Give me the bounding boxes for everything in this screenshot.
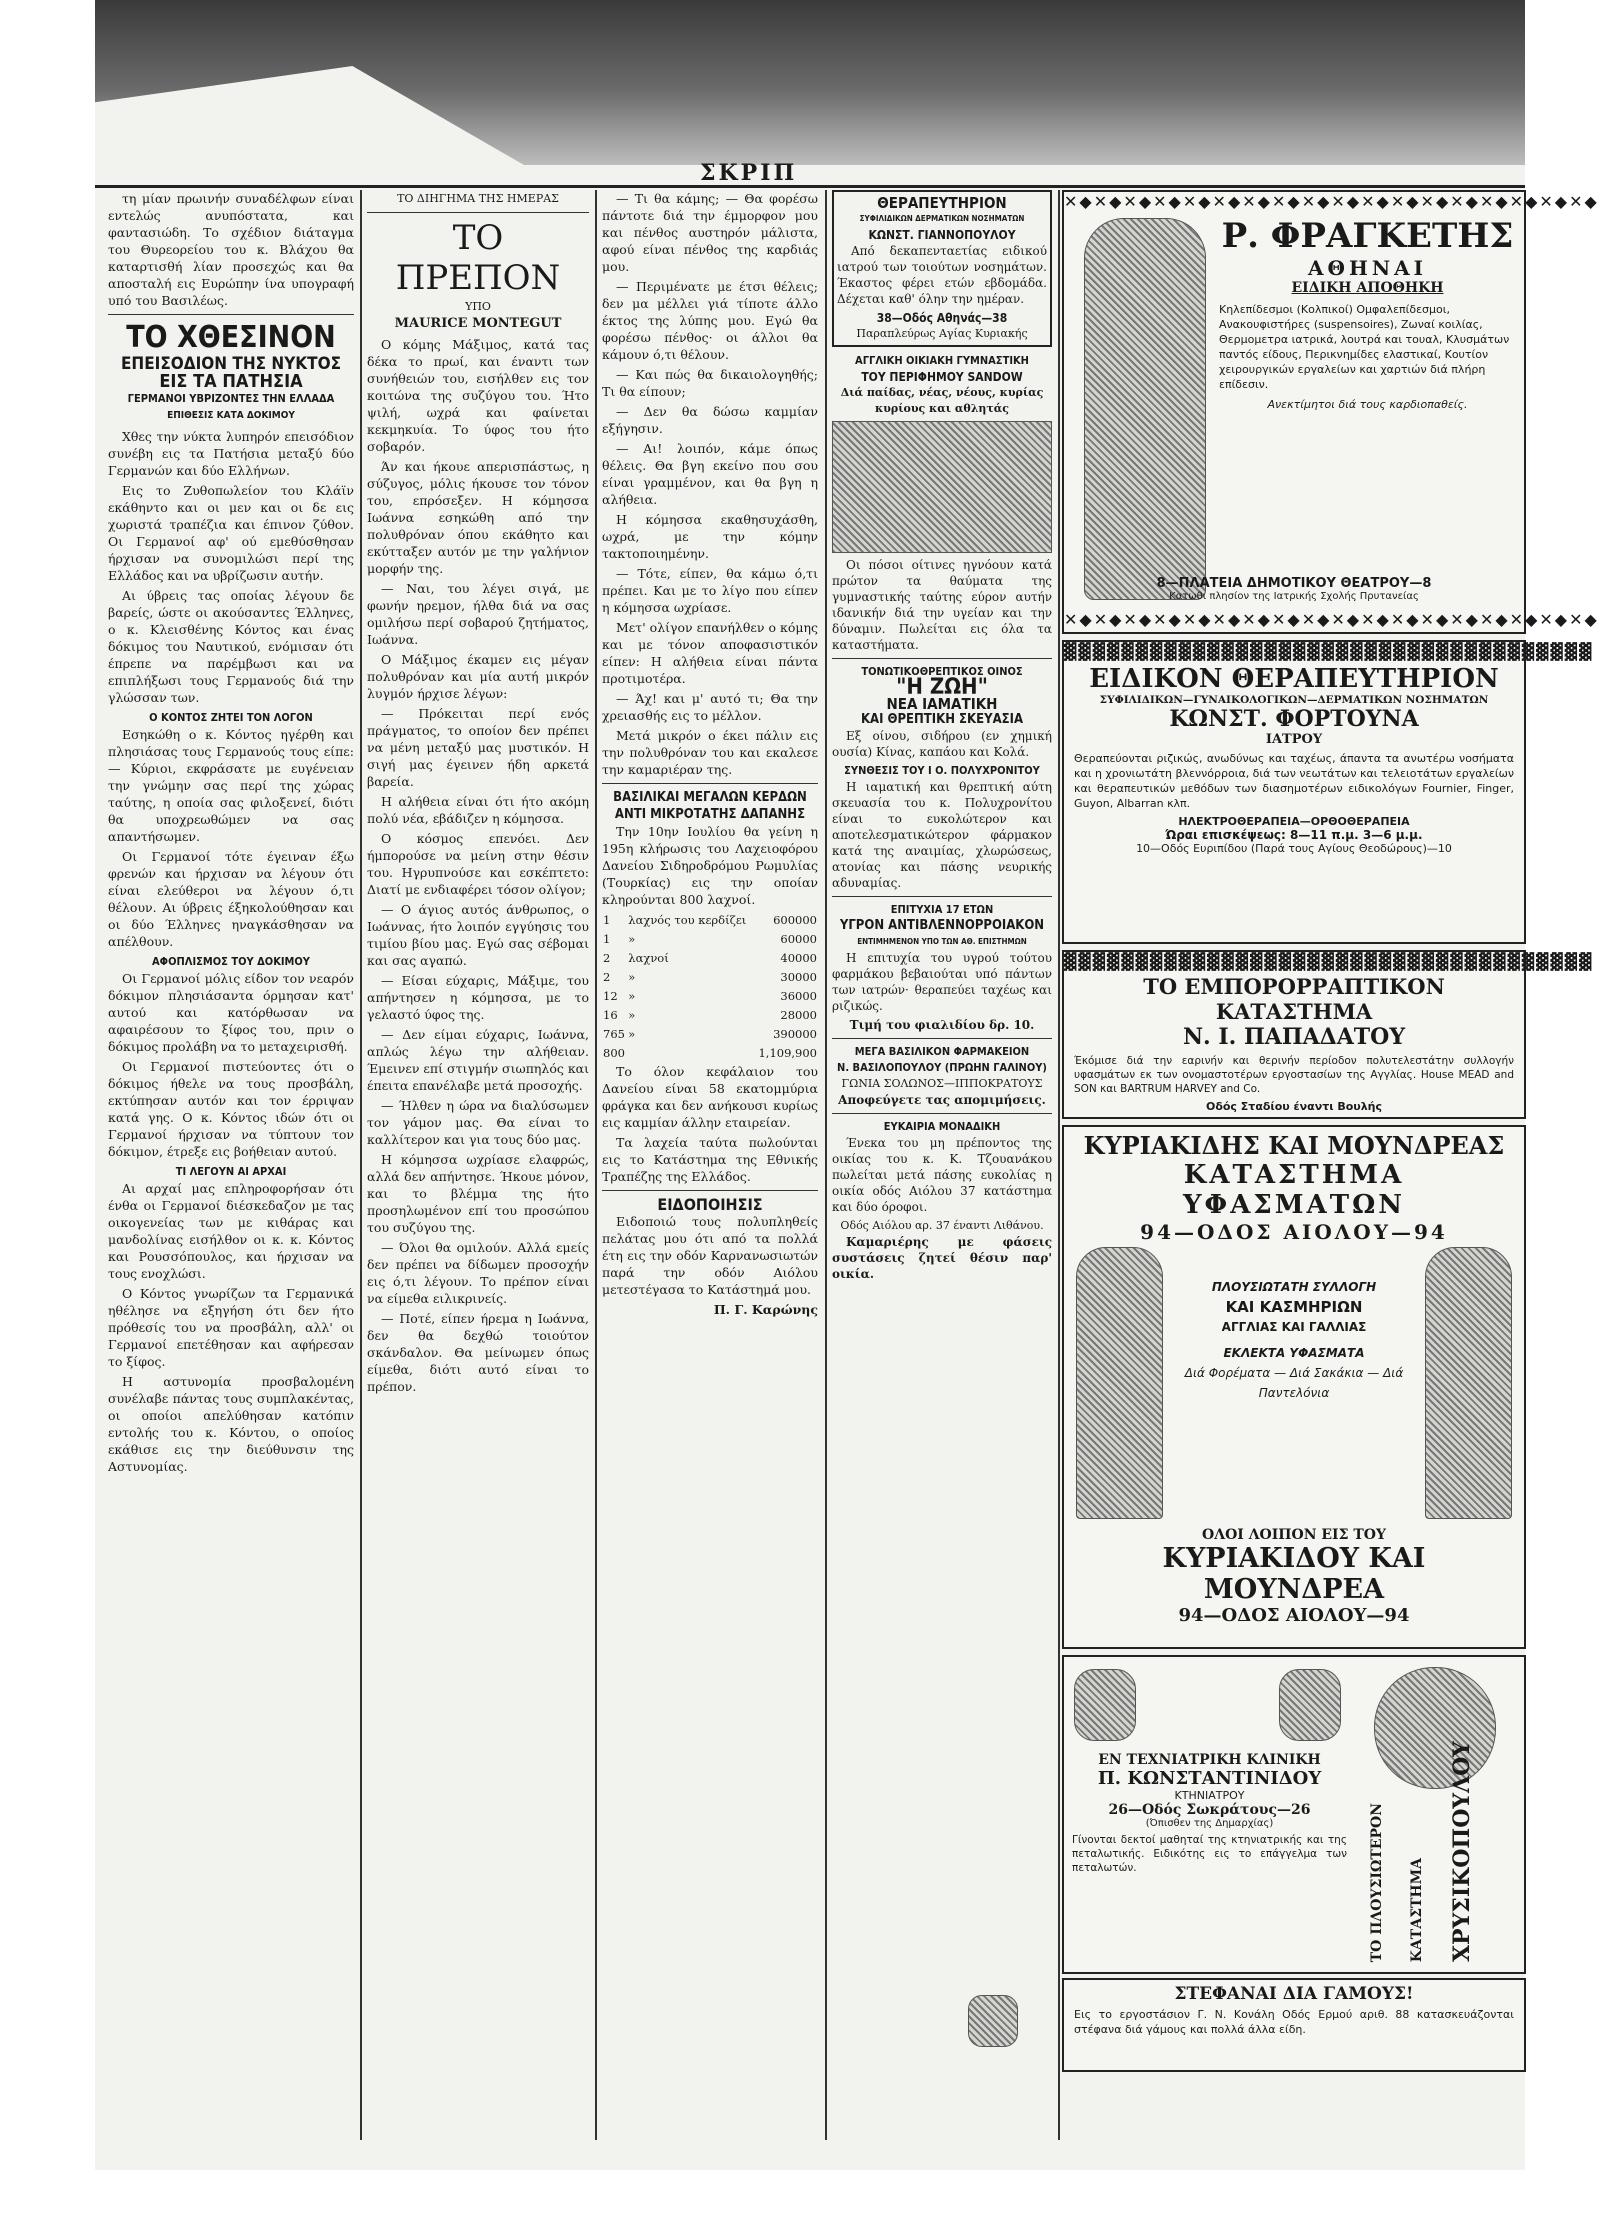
- ornament-border: ▓▓▓▓▓▓▓▓▓▓▓▓▓▓▓▓▓▓▓▓▓▓▓▓▓▓▓▓▓▓▓▓▓▓▓▓▓: [1064, 642, 1594, 661]
- ad-address-note: Κατωθι πλησίον της Ιατρικής Σχολής Πρυτανείας: [1169, 591, 1419, 602]
- lottery-amount: 60000: [780, 932, 817, 946]
- ad-address: 10—Οδός Ευριπίδου (Παρά τους Αγίους Θεοδώρους)—10: [1136, 842, 1452, 855]
- ad-city: ΑΘΗΝΑΙ: [1308, 256, 1427, 280]
- byline-prefix: ΥΠΟ: [465, 300, 491, 313]
- ad-title: ΚΥΡΙΑΚΙΔΗΣ ΚΑΙ ΜΟΥΝΔΡΕΑΣ: [1083, 1131, 1505, 1160]
- ad-text: Κηλεπίδεσμοι (Κολπικοί) Ομφαλεπίδεσμοι, Ανακουφιστήρες (suspensoires), Ζωναί κοιλίας, Θερμομετρα ιατρικά, λουτρά και τουαλ, Κλυσμάτων παντός είδους, Περικνημίδες ελαστικαί, Κουτίον χειρουργικών εργαλείων και χαρτιών διά πλήρη επίδεσιν.: [1219, 303, 1510, 391]
- section-heading: ΤΙ ΛΕΓΟΥΝ ΑΙ ΑΡΧΑΙ: [175, 1165, 287, 1178]
- ad-title: Ρ. ΦΡΑΓΚΕΤΗΣ: [1221, 216, 1514, 256]
- ad-text: Καμαριέρης με φάσεις συστάσεις ζητεί θέσιν παρ' οικία.: [832, 1235, 1052, 1281]
- ad-address: ΓΩΝΙΑ ΣΟΛΩΝΟΣ—ΙΠΠΟΚΡΑΤΟΥΣ: [841, 1077, 1043, 1090]
- ad-title: ΕΥΚΑΙΡΙΑ ΜΟΝΑΔΙΚΗ: [883, 1120, 1001, 1133]
- lottery-count: 765: [603, 1027, 625, 1041]
- ad-title: ΜΕΓΑ ΒΑΣΙΛΙΚΟΝ ΦΑΡΜΑΚΕΙΟΝ: [854, 1045, 1030, 1058]
- ad-text: Εις το εργοστάσιον Γ. Ν. Κονάλη Οδός Ερμού αριθ. 88 κατασκευάζονται στέφανα διά γάμους και πολλά άλλα είδη.: [1074, 2008, 1514, 2036]
- ad-line: ΕΚΛΕΚΤΑ ΥΦΑΣΜΑΤΑ: [1223, 1346, 1365, 1360]
- lottery-amount: 600000: [773, 913, 817, 927]
- ad-clinic: [832, 190, 1052, 347]
- subheadline: ΕΠΙΘΕΣΙΣ ΚΑΤΑ ΔΟΚΙΜΟΥ: [167, 410, 295, 421]
- horse-icon: [1074, 1669, 1136, 1741]
- lottery-count: 2: [603, 951, 611, 965]
- paragraph: — Περιμένατε με έτσι θέλεις; δεν μα μέλλει γιά τίποτε άλλο έκτος της λύπης μου. Εγώ θα φορέσω πένθος· οι άλλοι θα κάμουν ό,τι θέλουν.: [602, 279, 818, 362]
- paragraph: Μετά μικρόν ο έκει πάλιν εις την πολυθρόναν του και εκαλεσε την καμαριέραν της.: [602, 728, 818, 777]
- ad-name: ΚΩΝΣΤ. ΦΟΡΤΟΥΝΑ: [1169, 706, 1419, 732]
- ad-hours: Ώραι επισκέψεως: 8—11 π.μ. 3—6 μ.μ.: [1165, 828, 1423, 842]
- paragraph: Εις το Ζυθοπωλείον του Κλάϊν εκάθηντο και οι μεν και οι δε εις χωριστά τραπέζια και έπινον ζύθον. Οι Γερμανοί αφ' ού εμεθύσθησαν ήρχισαν να συνομιλώσι περί της Ελλάδος και να υβρίζωσιν αυτήν.: [108, 483, 354, 583]
- lottery-amount: 30000: [780, 970, 817, 984]
- ad-papadatou: [1062, 950, 1594, 1119]
- figure-illustration: [1084, 218, 1206, 600]
- ad-line: ΚΑΙ ΚΑΣΜΗΡΙΩΝ: [1225, 1298, 1363, 1316]
- lottery-row: [602, 949, 818, 968]
- ad-address: 26—Οδός Σωκράτους—26: [1108, 1802, 1311, 1818]
- ad-subtitle: ΚΑΙ ΘΡΕΠΤΙΚΗ ΣΚΕΥΑΣΙΑ: [860, 712, 1024, 727]
- paragraph: — Δεν θα δώσω καμμίαν εξήγησιν.: [602, 404, 818, 436]
- column-story: [367, 190, 589, 2130]
- paragraph: Ο κόμης Μάξιμος, κατά τας δέκα το πρωί, και έναντι των συνήθειών του, εισήλθεν εις τον κοιτώνα της συζύγου του. Ήτο ψιλή, ωχρά και φαίνεται κεκμηκυία. Το ύφος του ήτο σοβαρόν.: [367, 337, 589, 454]
- ad-address: Οδός Σταδίου έναντι Βουλής: [1205, 1100, 1383, 1113]
- paragraph: Οι Γερμανοί πιστεύοντες ότι ο δόκιμος ήθελε να τους προσβάλη, εκτύπησαν αυτόν και τον έρριψαν κατά γης. Ο κ. Κόντος ιδών ότι οι Γερμανοί ήρχισαν να τύπτουν τον δόκιμον, έτρεξε εις βοήθειαν αυτού.: [108, 1059, 354, 1159]
- ad-subtitle: ΣΥΦΙΛΙΔΙΚΩΝ—ΓΥΝΑΙΚΟΛΟΓΙΚΩΝ—ΔΕΡΜΑΤΙΚΩΝ ΝΟΣΗΜΑΤΩΝ: [1099, 694, 1489, 706]
- ad-text: Θεραπεύονται ριζικώς, ανωδύνως και ταχέως, άπαντα τα ανωτέρω νοσήματα και η χρονιωτάτη βλεννόρροια, διά των νεωτάτων και τελειοτάτων εργαλείων και θεραπευτικών μεθόδων των διασημοτέρων ειδικολόγων Fournier, Finger, Guyon, Albarran κλπ.: [1074, 752, 1515, 810]
- ad-footer: ΟΛΟΙ ΛΟΙΠΟΝ ΕΙΣ ΤΟΥ: [1202, 1527, 1386, 1543]
- header-rule: [95, 185, 1525, 188]
- ad-note: Αποφεύγετε τας απομιμήσεις.: [838, 1093, 1046, 1107]
- ad-address: 94—ΟΔΟΣ ΑΙΟΛΟΥ—94: [1140, 1220, 1448, 1244]
- paragraph: — Είσαι εύχαρις, Μάξιμε, του απήντησεν η κόμησσα, με το γελαστό ύφος της.: [367, 973, 589, 1022]
- lottery-row: [602, 987, 818, 1006]
- ad-title: ΕΝ ΤΕΧΝΙΑΤΡΙΚΗ ΚΛΙΝΙΚΗ: [1098, 1752, 1321, 1768]
- paragraph: Η κόμησσα ωχρίασε ελαφρώς, αλλά δεν απήντησε. Ήκουε μόνον, και το βλέμμα της ήτο προσηλωμένον επί του προσώπου του συζύγου της.: [367, 1152, 589, 1235]
- paragraph: — Ο άγιος αυτός άνθρωπος, ο Ιωάννας, ήτο λοιπόν εγγύησις του τιμίου βίου μας. Εγώ σας σέβομαι και σας αγαπώ.: [367, 902, 589, 968]
- paragraph: Ειδοποιώ τους πολυπληθείς πελάτας μου ότι από τα πολλά έτη εις την οδόν Καρνανωσιωτών παρά την οδόν Αιόλου μετεστέγασα το Κατάστημά μου.: [602, 1214, 818, 1297]
- paragraph: — Δεν είμαι εύχαρις, Ιωάννα, απλώς λέγω την αλήθειαν. Έμεινεν επί στιγμήν σιωπηλός και έπειτα επανέλαβε μετά προσοχής.: [367, 1027, 589, 1093]
- section-heading: Ο ΚΟΝΤΟΣ ΖΗΤΕΙ ΤΟΝ ΛΟΓΟΝ: [149, 711, 313, 724]
- ad-footer-address: 94—ΟΔΟΣ ΑΙΟΛΟΥ—94: [1178, 1605, 1410, 1626]
- ad-text: Ένεκα του μη πρέποντος της οικίας του κ. Κ. Τζουανάκου πωλείται μετά πάσης ευκολίας η οικία οδός Αιόλου 37 κατάστημα και δύο όροφοι.: [832, 1136, 1052, 1214]
- subheadline: ΕΙΣ ΤΑ ΠΑΤΗΣΙΑ: [159, 371, 303, 392]
- paragraph: Οι Γερμανοί μόλις είδον τον νεαρόν δόκιμον πλησιάσαντα όρμησαν κατ' αυτού και κατόρθωσαν να αφαιρέσουν το ξίφος του, πριν ο δόκιμος προλάβη να το μεταχειρισθή.: [108, 971, 354, 1054]
- ad-heading: ΕΠΙΤΥΧΙΑ 17 ΕΤΩΝ: [890, 903, 994, 916]
- lottery-label: »: [628, 1027, 636, 1041]
- ad-price: Τιμή του φιαλιδίου δρ. 10.: [849, 1018, 1035, 1032]
- paragraph: Η αλήθεια είναι ότι ήτο ακόμη πολύ νέα, εβάδιζεν η κόμησσα.: [367, 794, 589, 826]
- trumpeter-illustration: [1374, 1667, 1496, 1789]
- lottery-count: 16: [603, 1008, 618, 1022]
- signature: Π. Γ. Καρώνης: [713, 1302, 818, 1317]
- ad-name: Ν. ΒΑΣΙΛΟΠΟΥΛΟΥ (ΠΡΩΗΝ ΓΑΛΙΝΟΥ): [837, 1061, 1047, 1074]
- ad-title: ΣΤΕΦΑΝΑΙ ΔΙΑ ΓΑΜΟΥΣ!: [1174, 1984, 1414, 2004]
- ad-name: Π. ΚΩΝΣΤΑΝΤΙΝΙΔΟΥ: [1097, 1768, 1322, 1789]
- ad-side-text: ΚΑΤΑΣΤΗΜΑ: [1409, 1857, 1425, 1962]
- lottery-label: λαχνοί: [628, 951, 669, 965]
- paragraph: — Ποτέ, είπεν ήρεμα η Ιωάννα, δεν θα δεχθώ τοιούτον σκάνδαλον. Θα μείνωμεν όπως είμεθα, διότι αυτό είναι το πρέπον.: [367, 1311, 589, 1394]
- ad-text: Από δεκαπενταετίας ειδικού ιατρού των τοιούτων νοσημάτων. Έκαστος φέρει ετών εβδομάδα. Δέχεται καθ' όλην την ημέραν.: [837, 244, 1047, 306]
- paragraph: Αι αρχαί μας επληροφορήσαν ότι ένθα οι Γερμανοί διέσκεδαζον με τας οικογενείας των με κιθάρας και μανδολίνας εισήλθον οι κ. κ. Κόντος και Ρουσσόπουλος, και ήρχισαν να τους ενοχλώσι.: [108, 1181, 354, 1281]
- ornament-border: ✕◆✕◆✕◆✕◆✕◆✕◆✕◆✕◆✕◆✕◆✕◆✕◆✕◆✕◆✕◆✕◆✕◆✕◆: [1064, 610, 1599, 629]
- ad-subtitle: ΣΥΦΙΛΙΔΙΚΩΝ ΔΕΡΜΑΤΙΚΩΝ ΝΟΣΗΜΑΤΩΝ: [859, 214, 1025, 223]
- column-news: [108, 190, 354, 2130]
- paragraph: Αι ύβρεις τας οποίας λέγουν δε βαρείς, ώστε οι ακούσαντες Έλληνες, ο κ. Κλεισθένης Κόντος και ένας δόκιμος του Ναυτικού, ενόμισαν ότι έπρεπε να παρέμβωσι και να επιπλήξωσι τους Γερμανούς διά την γλώσσαν των.: [108, 588, 354, 705]
- paragraph: — Τι θα κάμης; — Θα φορέσω πάντοτε διά την έμμορφον μου και πένθος αυστηρόν μάλιστα, αφού είναι πένθος της καρδιάς μου.: [602, 191, 818, 274]
- ad-subtitle: ΕΝΤΙΜΗΜΕΝΟΝ ΥΠΟ ΤΩΝ ΑΘ. ΕΠΙΣΤΗΜΩΝ: [857, 937, 1027, 946]
- ad-subtitle: ΕΙΔΙΚΗ ΑΠΟΘΗΚΗ: [1291, 280, 1444, 296]
- column-story-cont: [602, 190, 818, 2130]
- column-divider: [1058, 190, 1060, 2140]
- ad-side-text: ΤΟ ΠΛΟΥΣΙΩΤΕΡΟΝ: [1369, 1802, 1385, 1962]
- paragraph: — Ήλθεν η ώρα να διαλύσωμεν τον γάμον μας. Θα είναι το καλλίτερον και για τους δύο μας.: [367, 1098, 589, 1147]
- paragraph: Άν και ήκουε απερισπάστως, η σύζυγος, μόλις ήκουσε τον τόνον του, επρόσεξεν. Η κόμησσα Ιωάννα εσηκώθη από την πολυθρόναν όπου εκάθητο και εκύτταξεν αυτόν με την γαλήνιον μορφήν της.: [367, 459, 589, 576]
- paragraph: Ο Κόντος γνωρίζων τα Γερμανικά ηθέλησε να εξηγήση ότι δεν ήτο πρόθεσίς του να προσβάλη, αλλ' οι Γερμανοί επετέθησαν και αφήρεσαν το ξίφος.: [108, 1286, 354, 1369]
- dog-icon: [1279, 1669, 1341, 1741]
- paragraph: Το όλον κεφάλαιον του Δανείου είναι 58 εκατομμύρια φράγκα και δεν ανήκουσι κυρίως εις καμμίαν άλλην εταιρείαν.: [602, 1064, 818, 1130]
- lottery-label: »: [628, 989, 636, 1003]
- lottery-amount: 36000: [780, 989, 817, 1003]
- lottery-heading: ΒΑΣΙΛΙΚΑΙ ΜΕΓΑΛΩΝ ΚΕΡΔΩΝ: [613, 790, 807, 805]
- lottery-label: »: [628, 970, 636, 984]
- lottery-label: »: [628, 1008, 636, 1022]
- lottery-row: [602, 1044, 818, 1063]
- lottery-amount: 390000: [773, 1027, 817, 1041]
- ad-title: ΥΓΡΟΝ ΑΝΤΙΒΛΕΝΝΟΡΡΟΙΑΚΟΝ: [839, 918, 1045, 933]
- ad-footer-title: ΚΥΡΙΑΚΙΔΟΥ ΚΑΙ ΜΟΥΝΔΡΕΑ: [1162, 1543, 1426, 1605]
- paragraph: — Όλοι θα ομιλούν. Αλλά εμείς δεν πρέπει να δίδωμεν προσοχήν εις ό,τι λέγουν. Το πρέπον είναι να είμεθα ειλικρινείς.: [367, 1240, 589, 1306]
- masthead: ΣΚΡΙΠ: [700, 160, 798, 186]
- ad-address-note: (Όπισθεν της Δημαρχίας): [1145, 1818, 1274, 1829]
- paragraph: Την 10ην Ιουλίου θα γείνη η 195η κλήρωσις του Λαχειοφόρου Δανείου Σιδηροδρόμου Ρωμυλίας (Τουρκίας) εις την οποίαν κληρούνται 800 λαχνοί.: [602, 824, 818, 907]
- ad-subheading: ΣΥΝΘΕΣΙΣ ΤΟΥ Ι Ο. ΠΟΛΥΧΡΟΝΙΤΟΥ: [844, 764, 1040, 777]
- lottery-row: [602, 911, 818, 930]
- ad-role: ΙΑΤΡΟΥ: [1265, 732, 1323, 747]
- lottery-count: 2: [603, 970, 611, 984]
- ad-name: Ν. Ι. ΠΑΠΑΔΑΤΟΥ: [1182, 1024, 1406, 1050]
- ad-title: ΤΟ ΕΜΠΟΡΟΡΡΑΠΤΙΚΟΝ ΚΑΤΑΣΤΗΜΑ: [1143, 974, 1445, 1024]
- paragraph: Εσηκώθη ο κ. Κόντος ηγέρθη και πλησιάσας τους Γερμανούς τους είπε: — Κύριοι, εκφράσατε με ευγένειαν την γνώμην σας περί της χώρας ταύτης, η οποία σας φιλοξενεί, διότι θα υποχρεωθώμεν να σας απαντήσωμεν.: [108, 727, 354, 844]
- ad-text: Έκόμισε διά την εαρινήν και θερινήν περίοδον πολυτελεστάτην συλλογήν υφασμάτων εκ των ονομαστοτέρων εργοστασίων της Αγγλίας. House MEAD and SON και BARTRUM HARVEY and Co.: [1074, 1055, 1514, 1095]
- paragraph: — Αι! λοιπόν, κάμε όπως θέλεις. Θα βγη εκείνο που σου είναι γραμμένον, και θα βγη η αλήθεια.: [602, 441, 818, 507]
- paragraph: Η αστυνομία προσβαλομένη συνέλαβε πάντας τους συμπλακέντας, οι οποίοι απελύθησαν κατόπιν εντολής του κ. Κόντου, ο οποίος εκάθισε εις την διεύθυνσιν της Αστυνομίας.: [108, 1374, 354, 1474]
- paragraph: — Τότε, είπεν, θα κάμω ό,τι πρέπει. Και με το λίγο που είπεν η κόμησσα ωχρίασε.: [602, 566, 818, 615]
- paragraph: Ο Μάξιμος έκαμεν εις μέγαν πολυθρόναν και μία αυτή μικρόν λυγμόν ήρχισε λέγων:: [367, 652, 589, 701]
- ad-subtitle: Διά παίδας, νέας, νέους, κυρίας κυρίους και αθλητάς: [840, 386, 1044, 415]
- paragraph: Μετ' ολίγον επανήλθεν ο κόμης και με τόνον αποφασιστικόν είπεν: Η αλήθεια είναι πάντα προτιμοτέρα.: [602, 620, 818, 686]
- lottery-count: 12: [603, 989, 618, 1003]
- lottery-row: [602, 930, 818, 949]
- paragraph: — Ναι, του λέγει σιγά, με φωνήν ηρεμον, ήλθα διά να σας ομιλήσω περί σοβαρού ζητήματος, Ιωάννα.: [367, 581, 589, 647]
- section-heading: ΑΦΟΠΛΙΣΜΟΣ ΤΟΥ ΔΟΚΙΜΟΥ: [152, 955, 310, 968]
- subheadline: ΕΠΕΙΣΟΔΙΟΝ ΤΗΣ ΝΥΚΤΟΣ: [120, 354, 342, 374]
- man-illustration-left: [1076, 1247, 1163, 1519]
- ornament-border: ✕◆✕◆✕◆✕◆✕◆✕◆✕◆✕◆✕◆✕◆✕◆✕◆✕◆✕◆✕◆✕◆✕◆✕◆: [1064, 192, 1599, 211]
- lottery-amount: 40000: [780, 951, 817, 965]
- headline: ΤΟ ΧΘΕΣΙΝΟΝ: [126, 320, 336, 355]
- lottery-row: [602, 1006, 818, 1025]
- ad-line: ΠΛΟΥΣΙΩΤΑΤΗ ΣΥΛΛΟΓΗ: [1211, 1280, 1377, 1294]
- section-label: ΤΟ ΔΙΗΓΗΜΑ ΤΗΣ ΗΜΕΡΑΣ: [397, 192, 559, 205]
- ornament-border: ▓▓▓▓▓▓▓▓▓▓▓▓▓▓▓▓▓▓▓▓▓▓▓▓▓▓▓▓▓▓▓▓▓▓▓▓▓: [1064, 952, 1594, 971]
- subheadline: ΓΕΡΜΑΝΟΙ ΥΒΡΙΖΟΝΤΕΣ ΤΗΝ ΕΛΛΑΔΑ: [127, 392, 335, 405]
- lottery-count: 1: [603, 932, 611, 946]
- ad-address-note: Παραπλεύρως Αγίας Κυριακής: [856, 327, 1028, 340]
- ad-address: Οδός Αιόλου αρ. 37 έναντι Λιθάνου.: [840, 1219, 1044, 1232]
- column-divider: [825, 190, 827, 2140]
- paragraph: — Πρόκειται περί ενός πράγματος, το οποίον δεν πρέπει να μένη μεταξύ μας μυστικόν. Η σιγή μας έγεινεν ήδη αρκετά βαρεία.: [367, 706, 589, 789]
- ad-subtitle: ΚΑΤΑΣΤΗΜΑ ΥΦΑΣΜΑΤΩΝ: [1183, 1160, 1405, 1220]
- lottery-table: [602, 911, 818, 1063]
- ad-text: Οι πόσοι οίτινες ηγνόουν κατά πρώτον τα θαύματα της γυμναστικής ταύτης εύρον αυτήν ιδανικήν διά την υγείαν και την δύναμιν. Πωλείται εις όλα τα καταστήματα.: [832, 558, 1052, 652]
- ad-address: 38—Οδός Αθηνάς—38: [876, 311, 1008, 325]
- lottery-label: »: [628, 932, 636, 946]
- intro-paragraph: τη μίαν πρωινήν συναδέλφων είναι εντελώς ανυπόστατα, και φαντασιώδη. Το σχέδιον διάταγμα του Θυρεορείου του κ. Βλάχου θα καταρτισθή λίαν προσεχώς και θα αποσταλή εις Ευρώπην ίνα υπογραφή υπό του Βασιλέως.: [108, 191, 354, 308]
- ad-role: ΚΤΗΝΙΑΤΡΟΥ: [1174, 1789, 1245, 1802]
- ad-title: ΤΟΥ ΠΕΡΙΦΗΜΟΥ SANDOW: [861, 370, 1023, 384]
- ad-title: ΕΙΔΙΚΟΝ ΘΕΡΑΠΕΥΤΗΡΙΟΝ: [1089, 664, 1499, 694]
- paragraph: — Και πώς θα δικαιολογηθής; Τι θα είπουν;: [602, 367, 818, 399]
- ad-heading: ΤΟΝΩΤΙΚΟΘΡΕΠΤΙΚΟΣ ΟΙΝΟΣ: [861, 665, 1023, 678]
- paragraph: Χθες την νύκτα λυπηρόν επεισόδιον συνέβη εις τα Πατήσια μεταξύ δύο Γερμανών και δύο Ελλήνων.: [108, 429, 354, 478]
- man-illustration-right: [1425, 1247, 1512, 1519]
- ad-subtitle: ΝΕΑ ΙΑΜΑΤΙΚΗ: [886, 695, 998, 713]
- lottery-row: [602, 1025, 818, 1044]
- ad-line: Διά Φορέματα — Διά Σακάκια — Διά Παντελόνια: [1184, 1366, 1404, 1400]
- ad-fortouna: [1062, 640, 1594, 944]
- bull-icon: [968, 1995, 1018, 2047]
- ad-text: Η ιαματική και θρεπτική αύτη σκευασία του κ. Πολυχρονίτου είναι το ευκολώτερον και αποτελεσματικώτερον φάρμακον κατά της αναιμίας, χλωρώσεως, ατονίας και πάσης νευρικής αδυναμίας.: [832, 780, 1052, 890]
- lottery-row: [602, 968, 818, 987]
- ad-subheading: ΗΛΕΚΤΡΟΘΕΡΑΠΕΙΑ—ΟΡΘΟΘΕΡΑΠΕΙΑ: [1178, 815, 1410, 828]
- ad-line: ΑΓΓΛΙΑΣ ΚΑΙ ΓΑΛΛΙΑΣ: [1221, 1320, 1367, 1334]
- story-title: ΤΟ ΠΡΕΠΟΝ: [395, 218, 561, 298]
- paragraph: — Άχ! και μ' αυτό τι; Θα την χρειασθής εις το μέλλον.: [602, 691, 818, 723]
- lottery-amount: 28000: [780, 1008, 817, 1022]
- ad-side-title: ΧΡΥΣΙΚΟΠΟΥΛΟΥ: [1449, 1740, 1475, 1962]
- ad-wedding-crowns: [1062, 1978, 1526, 2072]
- lottery-label: λαχνός του κερδίζει: [628, 913, 747, 927]
- ad-text: Η επιτυχία του υγρού τούτου φαρμάκου βεβαιούται υπό πάντων των ιατρών· θεραπεύει ταχέως και ριζικώς.: [832, 951, 1052, 1013]
- paragraph: Ο κόσμος επενόει. Δεν ήμπορούσε να μείνη στην θέσιν του. Ηγρυπνούσε και εσκέπτετο: Διατί με ενδιαφέρει τόσον ολίγον;: [367, 831, 589, 897]
- lottery-count: 1: [603, 913, 611, 927]
- ad-frangetis: [1062, 190, 1599, 634]
- column-divider: [595, 190, 597, 2140]
- ad-title: ΘΕΡΑΠΕΥΤΗΡΙΟΝ: [877, 194, 1007, 212]
- ad-address: 8—ΠΛΑΤΕΙΑ ΔΗΜΟΤΙΚΟΥ ΘΕΑΤΡΟΥ—8: [1156, 576, 1432, 591]
- ad-heading: ΑΓΓΛΙΚΗ ΟΙΚΙΑΚΗ ΓΥΜΝΑΣΤΙΚΗ: [855, 354, 1029, 367]
- paragraph: Η κόμησσα εκαθησυχάσθη, ωχρά, με την κόμην τακτοποιημένην.: [602, 512, 818, 561]
- ad-konstantinidou: [1062, 1655, 1526, 1974]
- paragraph: Οι Γερμανοί τότε έγειναν έξω φρενών και ήρχισαν να λέγουν ότι είναι ελεύθεροι να λέγουν ό,τι θέλουν. Αι ύβρεις έξηκολούθησαν και οι δύο Έλληνες ηναγκάσθησαν να απέλθουν.: [108, 849, 354, 949]
- paragraph: Τα λαχεία ταύτα πωλούνται εις το Κατάστημα της Εθνικής Τραπέζης της Ελλάδος.: [602, 1135, 818, 1184]
- column-ads: [832, 190, 1052, 2130]
- ad-title: "Η ΖΩΗ": [896, 675, 988, 700]
- ad-text: Εξ οίνου, σιδήρου (εν χημική ουσία) Κίνας, καπάου και Κολά.: [832, 729, 1052, 759]
- gymnastics-illustration: [832, 421, 1052, 553]
- author: MAURICE MONTEGUT: [394, 316, 562, 331]
- ad-kyriakidis: [1062, 1125, 1526, 1649]
- ad-note: Ανεκτίμητοι διά τους καρδιοπαθείς.: [1267, 398, 1468, 411]
- column-divider: [360, 190, 362, 2140]
- lottery-amount: 1,109,900: [758, 1046, 817, 1060]
- notice-heading: ΕΙΔΟΠΟΙΗΣΙΣ: [657, 1195, 763, 1214]
- ad-name: ΚΩΝΣΤ. ΓΙΑΝΝΟΠΟΥΛΟΥ: [868, 228, 1016, 242]
- ad-text: Γίνονται δεκτοί μαθηταί της κτηνιατρικής και της πεταλωτικής. Ειδικότης εις το επάγγελμα των πεταλωτών.: [1072, 1834, 1347, 1874]
- lottery-label: [627, 1044, 754, 1063]
- lottery-count: 800: [603, 1046, 625, 1060]
- lottery-heading: ΑΝΤΙ ΜΙΚΡΟΤΑΤΗΣ ΔΑΠΑΝΗΣ: [614, 807, 806, 822]
